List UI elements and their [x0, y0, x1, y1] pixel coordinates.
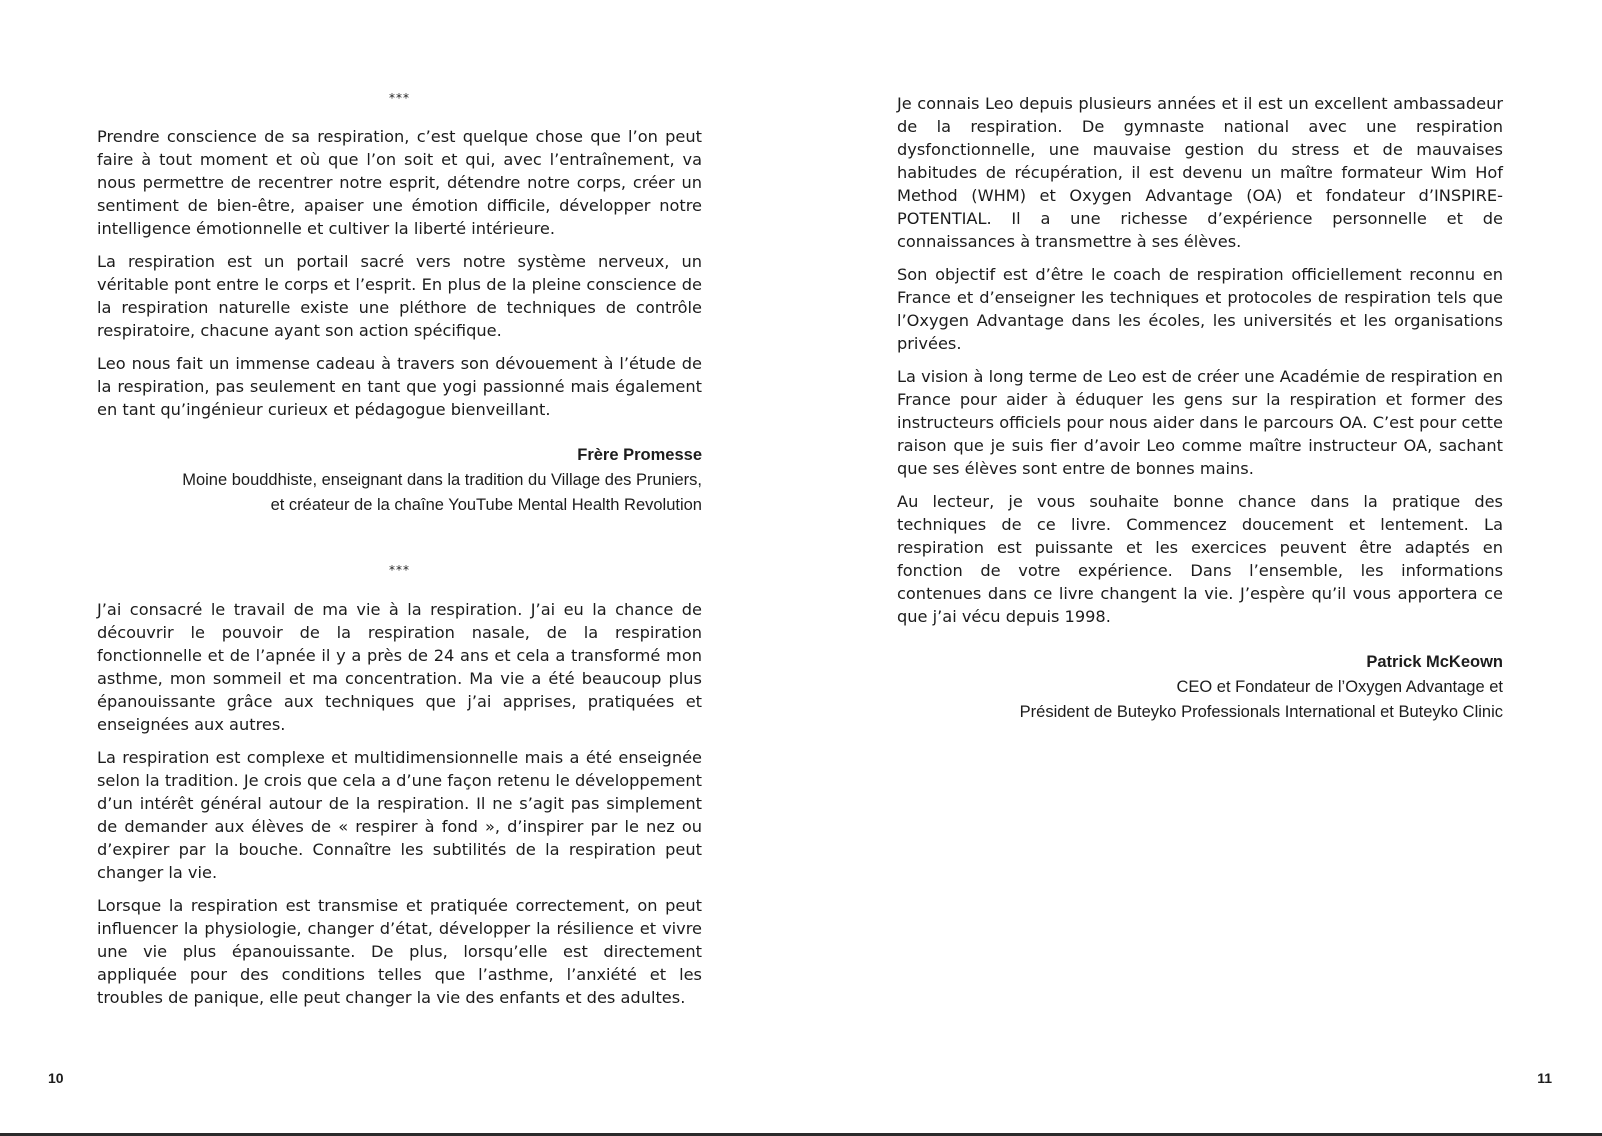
signature-title: Président de Buteyko Professionals International et Buteyko Clinic	[1019, 703, 1503, 721]
section-separator: ***	[389, 563, 410, 577]
signature-name: Patrick McKeown	[1366, 653, 1503, 671]
signature-name: Frère Promesse	[577, 446, 702, 464]
paragraph: Je connais Leo depuis plusieurs années et il est un excellent ambassadeur de la respiration. De gymnaste national avec une respiration dysfonctionnelle, une mauvaise gestion du stress et de mauvaises habitudes de récupération, il est devenu un maître formateur Wim Hof Method (WHM) et Oxygen Advantage (OA) et fondateur d’INSPIRE-POTENTIAL. Il a une richesse d’expérience personnelle et de connaissances à transmettre à ses élèves.	[897, 94, 1503, 251]
signature-title: et créateur de la chaîne YouTube Mental Health Revolution	[270, 496, 702, 514]
paragraph: La respiration est complexe et multidimensionnelle mais a été enseignée selon la tradition. Je crois que cela a d’une façon retenu le développement d’un intérêt général autour de la respiration. Il ne s’agit pas simplement de demander aux élèves de « respirer à fond », d’inspirer par le nez ou d’expirer par la bouche. Connaître les subtilités de la respiration peut changer la vie.	[97, 748, 702, 882]
section-separator: ***	[389, 91, 410, 105]
paragraph: J’ai consacré le travail de ma vie à la respiration. J’ai eu la chance de découvrir le pouvoir de la respiration nasale, de la respiration fonctionnelle et de l’apnée il y a près de 24 ans et cela a transformé mon asthme, mon sommeil et ma concentration. Ma vie a été beaucoup plus épanouissante grâce aux techniques que j’ai apprises, pratiquées et enseignées aux autres.	[97, 600, 702, 734]
signature-block	[897, 650, 1503, 725]
page-number-left: 10	[48, 1070, 64, 1086]
paragraph: Lorsque la respiration est transmise et pratiquée correctement, on peut influencer la physiologie, changer d’état, développer la résilience et vivre une vie plus épanouissante. De plus, lorsqu’elle est directement appliquée pour des conditions telles que l’asthme, l’anxiété et les troubles de panique, elle peut changer la vie des enfants et des adultes.	[97, 896, 702, 1007]
paragraph: La respiration est un portail sacré vers notre système nerveux, un véritable pont entre le corps et l’esprit. En plus de la pleine conscience de la respiration naturelle existe une pléthore de techniques de contrôle respiratoire, chacune ayant son action spécifique.	[97, 252, 702, 340]
page-number-right: 11	[1537, 1070, 1552, 1086]
signature-block	[97, 443, 702, 518]
paragraph: Leo nous fait un immense cadeau à travers son dévouement à l’étude de la respiration, pas seulement en tant que yogi passionné mais également en tant qu’ingénieur curieux et pédagogue bienveillant.	[97, 354, 702, 419]
signature-title: Moine bouddhiste, enseignant dans la tradition du Village des Pruniers,	[182, 471, 702, 489]
paragraph: Au lecteur, je vous souhaite bonne chance dans la pratique des techniques de ce livre. Commencez doucement et lentement. La respiration est puissante et les exercices peuvent être adaptés en fonction de votre expérience. Dans l’ensemble, les informations contenues dans ce livre changent la vie. J’espère qu’il vous apportera ce que j’ai vécu depuis 1998.	[897, 492, 1503, 626]
paragraph: Prendre conscience de sa respiration, c’est quelque chose que l’on peut faire à tout moment et où que l’on soit et qui, avec l’entraînement, va nous permettre de recentrer notre esprit, détendre notre corps, créer un sentiment de bien-être, apaiser une émotion difficile, développer notre intelligence émotionnelle et cultiver la liberté intérieure.	[97, 127, 702, 238]
signature-title: CEO et Fondateur de l’Oxygen Advantage et	[1176, 678, 1503, 696]
paragraph: La vision à long terme de Leo est de créer une Académie de respiration en France pour aider à éduquer les gens sur la respiration et former des instructeurs officiels pour nous aider dans le parcours OA. C’est pour cette raison que je suis fier d’avoir Leo comme maître instructeur OA, sachant que ses élèves sont entre de bonnes mains.	[897, 367, 1503, 478]
left-page	[97, 88, 702, 1019]
right-page	[897, 92, 1503, 725]
paragraph: Son objectif est d’être le coach de respiration officiellement reconnu en France et d’enseigner les techniques et protocoles de respiration tels que l’Oxygen Advantage dans les écoles, les universités et les organisations privées.	[897, 265, 1503, 353]
